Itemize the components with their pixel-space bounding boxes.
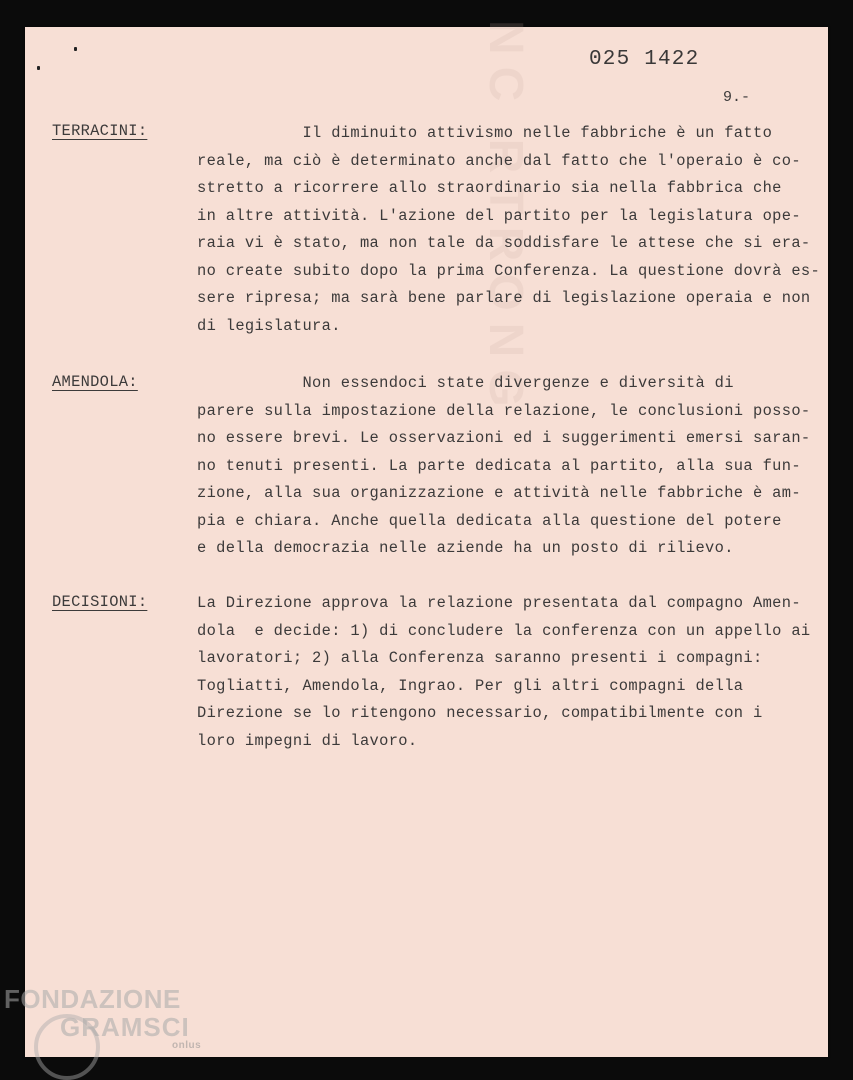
text-line: e della democrazia nelle aziende ha un posto di rilievo. bbox=[197, 539, 734, 557]
speaker-label-amendola: AMENDOLA: bbox=[52, 373, 138, 391]
text-line: reale, ma ciò è determinato anche dal fatto che l'operaio è co- bbox=[197, 151, 801, 170]
watermark: NC RTRONG bbox=[479, 20, 532, 419]
text-line: Direzione se lo ritengono necessario, compatibilmente con i bbox=[197, 704, 763, 722]
text-line: La Direzione approva la relazione presentata dal compagno Amen- bbox=[197, 594, 801, 612]
paragraph-terracini bbox=[197, 120, 822, 340]
speaker-label-decisioni: DECISIONI: bbox=[52, 593, 148, 611]
ink-speck bbox=[74, 47, 77, 51]
logo-line-1: FONDAZIONE bbox=[4, 984, 181, 1014]
text-line: di legislatura. bbox=[197, 316, 341, 335]
text-line: dola e decide: 1) di concludere la conferenza con un appello ai bbox=[197, 621, 811, 640]
reference-number: 025 1422 bbox=[589, 48, 700, 71]
paragraph-decisioni bbox=[197, 590, 822, 755]
page-number: 9.- bbox=[723, 89, 751, 106]
text-line: in altre attività. L'azione del partito per la legislatura ope- bbox=[197, 206, 801, 225]
text-line: no essere brevi. Le osservazioni ed i suggerimenti emersi saran- bbox=[197, 429, 811, 447]
text-line: Togliatti, Amendola, Ingrao. Per gli altri compagni della bbox=[197, 676, 744, 695]
text-line: Il diminuito attivismo nelle fabbriche è un fatto bbox=[197, 124, 773, 142]
text-line: loro impegni di lavoro. bbox=[197, 731, 418, 750]
text-line: lavoratori; 2) alla Conferenza saranno presenti i compagni: bbox=[197, 649, 763, 667]
fondazione-gramsci-logo bbox=[4, 985, 201, 1051]
text-line: no tenuti presenti. La parte dedicata al partito, alla sua fun- bbox=[197, 456, 801, 475]
paragraph-amendola bbox=[197, 370, 822, 563]
logo-line-2: GRAMSCI bbox=[60, 1012, 190, 1042]
ink-speck bbox=[37, 66, 40, 70]
text-line: zione, alla sua organizzazione e attività nelle fabbriche è am- bbox=[197, 484, 801, 502]
text-line: stretto a ricorrere allo straordinario sia nella fabbrica che bbox=[197, 179, 782, 197]
text-line: sere ripresa; ma sarà bene parlare di legislazione operaia e non bbox=[197, 289, 811, 307]
text-line: pia e chiara. Anche quella dedicata alla questione del potere bbox=[197, 511, 782, 530]
speaker-label-terracini: TERRACINI: bbox=[52, 122, 148, 140]
logo-line-3: onlus bbox=[172, 1040, 202, 1051]
text-line: no create subito dopo la prima Conferenza. La questione dovrà es- bbox=[197, 261, 821, 280]
text-line: parere sulla impostazione della relazione, le conclusioni posso- bbox=[197, 401, 811, 420]
text-line: raia vi è stato, ma non tale da soddisfare le attese che si era- bbox=[197, 234, 811, 252]
text-line: Non essendoci state divergenze e diversità di bbox=[197, 374, 734, 392]
